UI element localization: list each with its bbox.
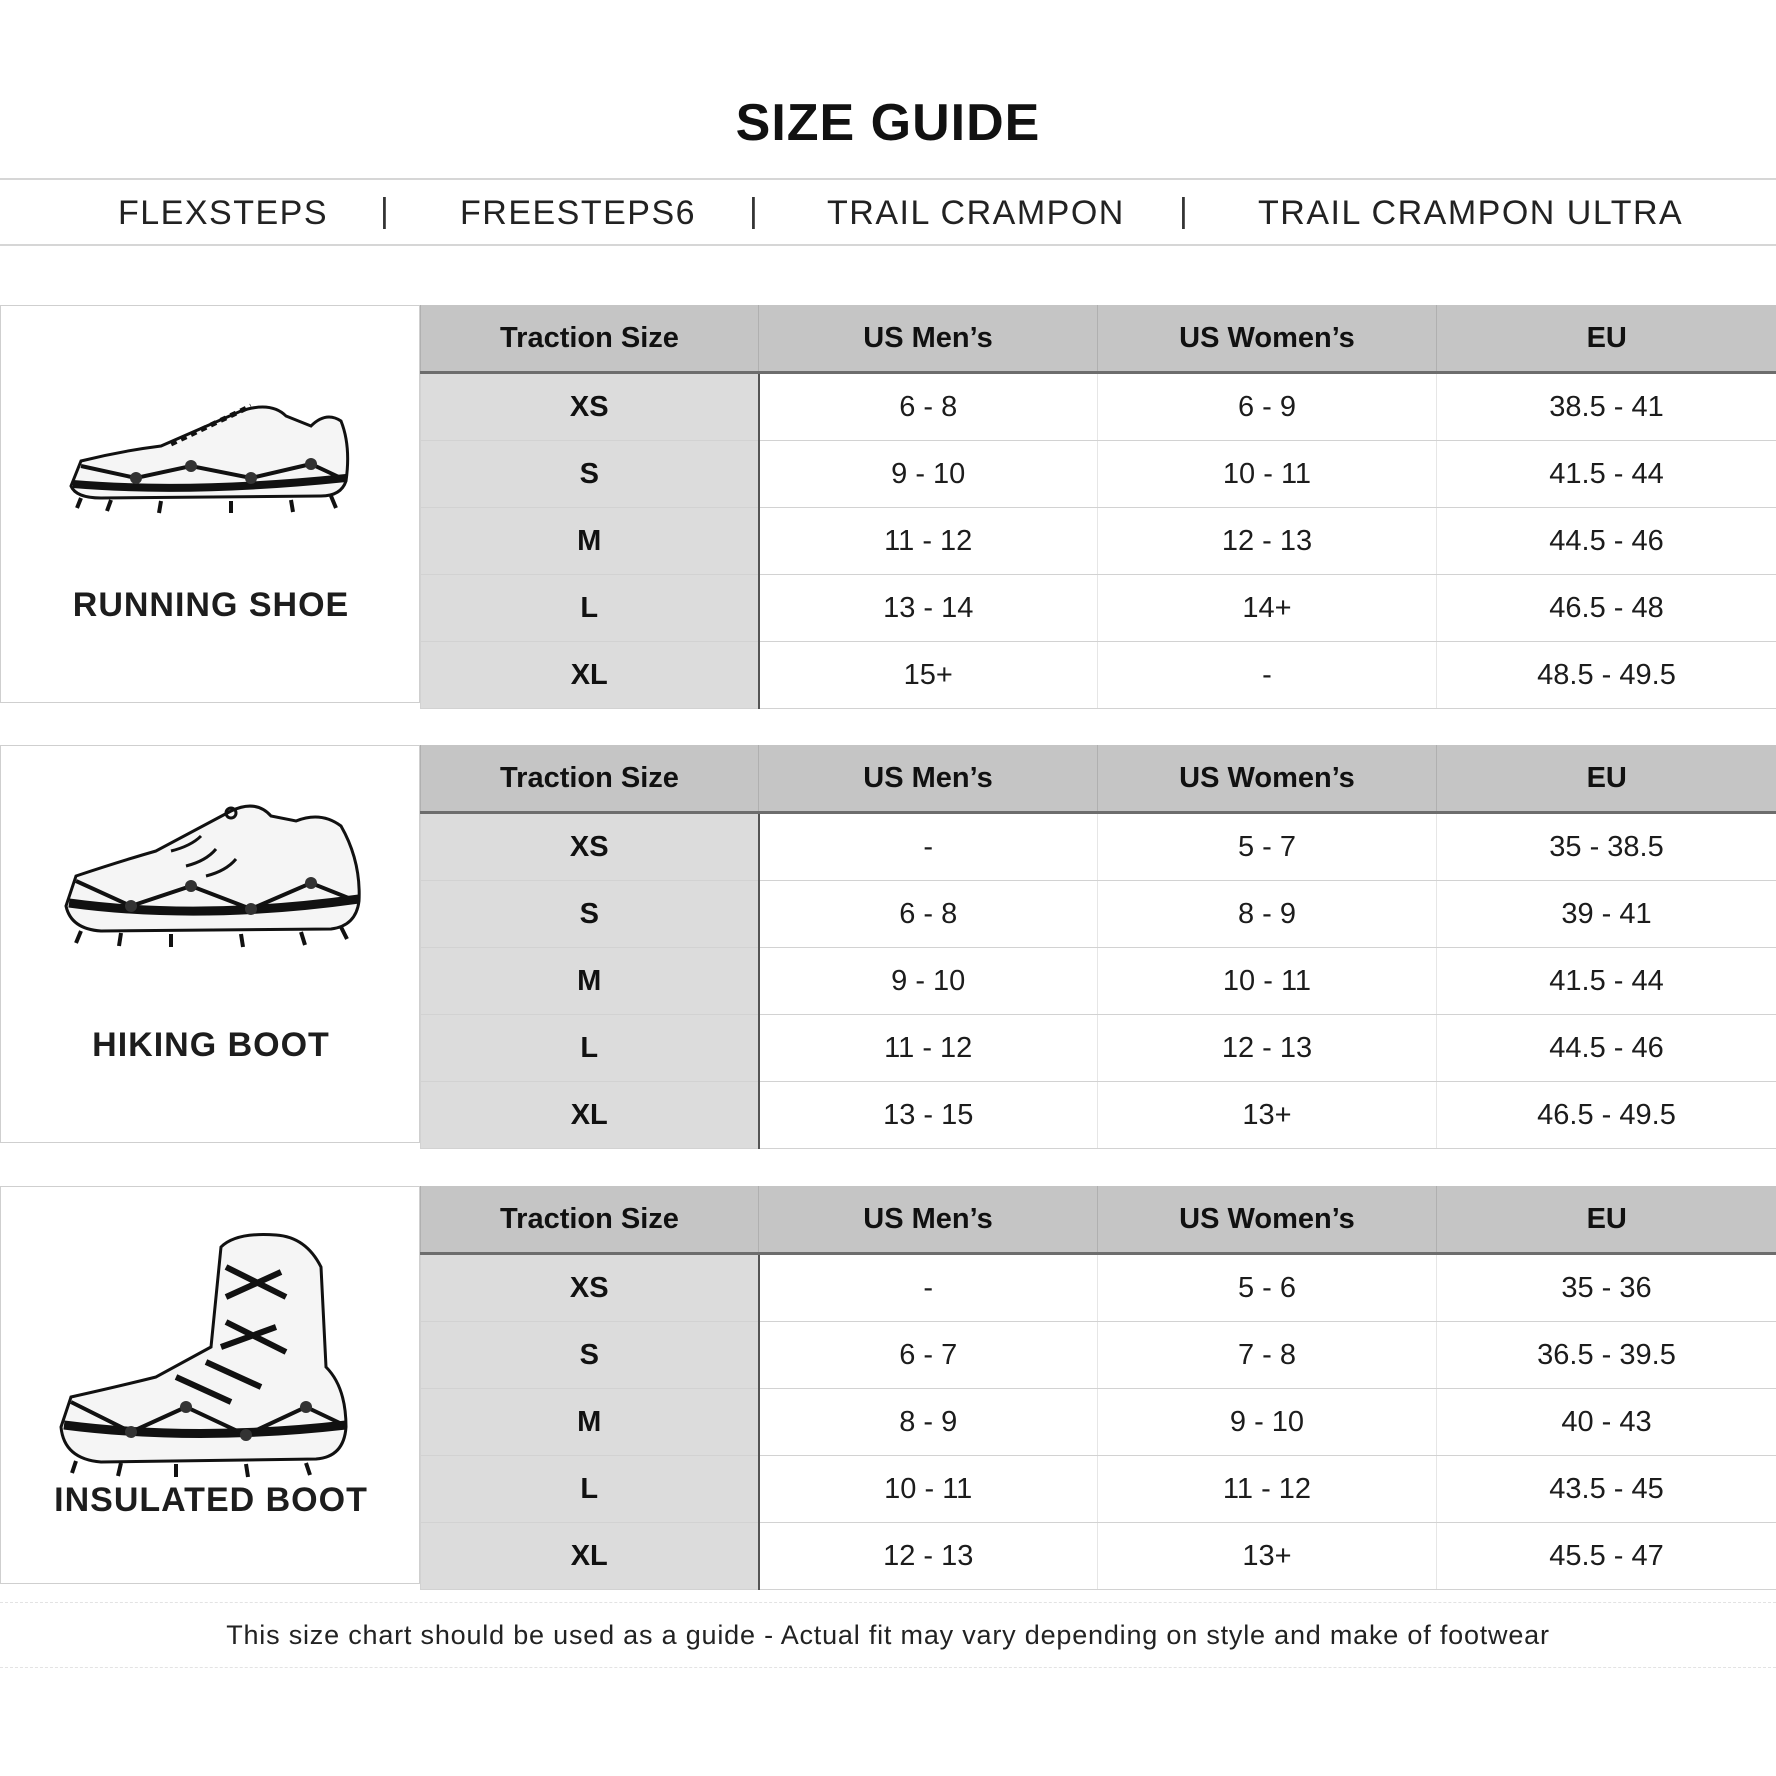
column-header-us-mens: US Men’s bbox=[759, 745, 1098, 813]
table-row bbox=[421, 1015, 1776, 1082]
eu-cell: 38.5 - 41 bbox=[1437, 373, 1776, 441]
column-header-us-mens: US Men’s bbox=[759, 1186, 1098, 1254]
eu-cell: 45.5 - 47 bbox=[1437, 1523, 1776, 1590]
traction-size-cell: XL bbox=[421, 1082, 759, 1149]
column-header-us-womens: US Women’s bbox=[1098, 745, 1437, 813]
us-mens-cell: 8 - 9 bbox=[759, 1389, 1098, 1456]
traction-size-cell: S bbox=[421, 1322, 759, 1389]
table-row bbox=[421, 1456, 1776, 1523]
us-mens-cell: 11 - 12 bbox=[759, 508, 1098, 575]
us-womens-cell: 5 - 7 bbox=[1098, 813, 1437, 881]
us-mens-cell: 9 - 10 bbox=[759, 441, 1098, 508]
insulated-boot-icon bbox=[46, 1227, 366, 1487]
us-womens-cell: 9 - 10 bbox=[1098, 1389, 1437, 1456]
table-row bbox=[421, 813, 1776, 881]
table-row bbox=[421, 948, 1776, 1015]
column-header-us-womens: US Women’s bbox=[1098, 305, 1437, 373]
table-row bbox=[421, 881, 1776, 948]
traction-size-cell: XS bbox=[421, 1254, 759, 1322]
eu-cell: 36.5 - 39.5 bbox=[1437, 1322, 1776, 1389]
table-row bbox=[421, 1523, 1776, 1590]
eu-cell: 40 - 43 bbox=[1437, 1389, 1776, 1456]
size-table bbox=[420, 1186, 1776, 1590]
us-womens-cell: 10 - 11 bbox=[1098, 948, 1437, 1015]
traction-size-cell: S bbox=[421, 441, 759, 508]
product-separator: | bbox=[1179, 192, 1188, 230]
us-mens-cell: 6 - 7 bbox=[759, 1322, 1098, 1389]
us-mens-cell: 6 - 8 bbox=[759, 373, 1098, 441]
footwear-cell bbox=[0, 745, 420, 1143]
eu-cell: 48.5 - 49.5 bbox=[1437, 642, 1776, 709]
table-header-row bbox=[421, 1186, 1776, 1254]
footwear-cell bbox=[0, 305, 420, 703]
traction-size-cell: S bbox=[421, 881, 759, 948]
column-header-eu: EU bbox=[1437, 745, 1776, 813]
eu-cell: 46.5 - 49.5 bbox=[1437, 1082, 1776, 1149]
us-womens-cell: - bbox=[1098, 642, 1437, 709]
table-row bbox=[421, 1082, 1776, 1149]
size-section-insulated-boot bbox=[0, 1186, 1776, 1584]
us-womens-cell: 14+ bbox=[1098, 575, 1437, 642]
size-table bbox=[420, 305, 1776, 709]
column-header-traction-size: Traction Size bbox=[421, 1186, 759, 1254]
table-row bbox=[421, 1322, 1776, 1389]
traction-size-cell: XL bbox=[421, 642, 759, 709]
us-womens-cell: 7 - 8 bbox=[1098, 1322, 1437, 1389]
product-bar bbox=[0, 178, 1776, 246]
table-row bbox=[421, 1389, 1776, 1456]
size-section-running-shoe bbox=[0, 305, 1776, 703]
us-womens-cell: 13+ bbox=[1098, 1523, 1437, 1590]
product-flexsteps[interactable]: FLEXSTEPS bbox=[118, 194, 329, 232]
size-section-hiking-boot bbox=[0, 745, 1776, 1143]
us-mens-cell: 11 - 12 bbox=[759, 1015, 1098, 1082]
table-row bbox=[421, 373, 1776, 441]
eu-cell: 39 - 41 bbox=[1437, 881, 1776, 948]
us-mens-cell: - bbox=[759, 813, 1098, 881]
us-mens-cell: 13 - 15 bbox=[759, 1082, 1098, 1149]
us-mens-cell: 15+ bbox=[759, 642, 1098, 709]
us-womens-cell: 12 - 13 bbox=[1098, 508, 1437, 575]
traction-size-cell: L bbox=[421, 1456, 759, 1523]
footwear-cell bbox=[0, 1186, 420, 1584]
traction-size-cell: XS bbox=[421, 373, 759, 441]
us-womens-cell: 6 - 9 bbox=[1098, 373, 1437, 441]
us-mens-cell: 13 - 14 bbox=[759, 575, 1098, 642]
traction-size-cell: XL bbox=[421, 1523, 759, 1590]
us-mens-cell: 9 - 10 bbox=[759, 948, 1098, 1015]
product-freesteps6[interactable]: FREESTEPS6 bbox=[460, 194, 697, 232]
table-header-row bbox=[421, 745, 1776, 813]
us-womens-cell: 5 - 6 bbox=[1098, 1254, 1437, 1322]
running-shoe-icon bbox=[41, 366, 381, 526]
us-mens-cell: - bbox=[759, 1254, 1098, 1322]
eu-cell: 41.5 - 44 bbox=[1437, 948, 1776, 1015]
eu-cell: 43.5 - 45 bbox=[1437, 1456, 1776, 1523]
column-header-traction-size: Traction Size bbox=[421, 745, 759, 813]
table-row bbox=[421, 575, 1776, 642]
eu-cell: 46.5 - 48 bbox=[1437, 575, 1776, 642]
hiking-boot-icon bbox=[41, 791, 381, 961]
traction-size-cell: L bbox=[421, 1015, 759, 1082]
us-womens-cell: 12 - 13 bbox=[1098, 1015, 1437, 1082]
table-row bbox=[421, 508, 1776, 575]
us-womens-cell: 8 - 9 bbox=[1098, 881, 1437, 948]
traction-size-cell: XS bbox=[421, 813, 759, 881]
column-header-traction-size: Traction Size bbox=[421, 305, 759, 373]
table-row bbox=[421, 642, 1776, 709]
page-title: SIZE GUIDE bbox=[735, 94, 1041, 152]
traction-size-cell: M bbox=[421, 948, 759, 1015]
us-womens-cell: 10 - 11 bbox=[1098, 441, 1437, 508]
us-mens-cell: 10 - 11 bbox=[759, 1456, 1098, 1523]
disclaimer-note: This size chart should be used as a guide - Actual fit may vary depending on style and make of footwear bbox=[0, 1602, 1776, 1668]
us-womens-cell: 13+ bbox=[1098, 1082, 1437, 1149]
product-trail-crampon-ultra[interactable]: TRAIL CRAMPON ULTRA bbox=[1258, 194, 1684, 232]
traction-size-cell: L bbox=[421, 575, 759, 642]
product-separator: | bbox=[749, 192, 758, 230]
eu-cell: 44.5 - 46 bbox=[1437, 1015, 1776, 1082]
column-header-eu: EU bbox=[1437, 305, 1776, 373]
eu-cell: 41.5 - 44 bbox=[1437, 441, 1776, 508]
table-row bbox=[421, 1254, 1776, 1322]
table-header-row bbox=[421, 305, 1776, 373]
footwear-label: RUNNING SHOE bbox=[72, 586, 350, 624]
size-table bbox=[420, 745, 1776, 1149]
column-header-eu: EU bbox=[1437, 1186, 1776, 1254]
product-separator: | bbox=[380, 192, 389, 230]
traction-size-cell: M bbox=[421, 508, 759, 575]
footwear-label: HIKING BOOT bbox=[92, 1026, 330, 1064]
us-mens-cell: 6 - 8 bbox=[759, 881, 1098, 948]
eu-cell: 35 - 36 bbox=[1437, 1254, 1776, 1322]
product-trail-crampon[interactable]: TRAIL CRAMPON bbox=[827, 194, 1125, 232]
column-header-us-mens: US Men’s bbox=[759, 305, 1098, 373]
us-mens-cell: 12 - 13 bbox=[759, 1523, 1098, 1590]
footwear-label: INSULATED BOOT bbox=[54, 1481, 368, 1519]
us-womens-cell: 11 - 12 bbox=[1098, 1456, 1437, 1523]
eu-cell: 44.5 - 46 bbox=[1437, 508, 1776, 575]
eu-cell: 35 - 38.5 bbox=[1437, 813, 1776, 881]
traction-size-cell: M bbox=[421, 1389, 759, 1456]
column-header-us-womens: US Women’s bbox=[1098, 1186, 1437, 1254]
table-row bbox=[421, 441, 1776, 508]
